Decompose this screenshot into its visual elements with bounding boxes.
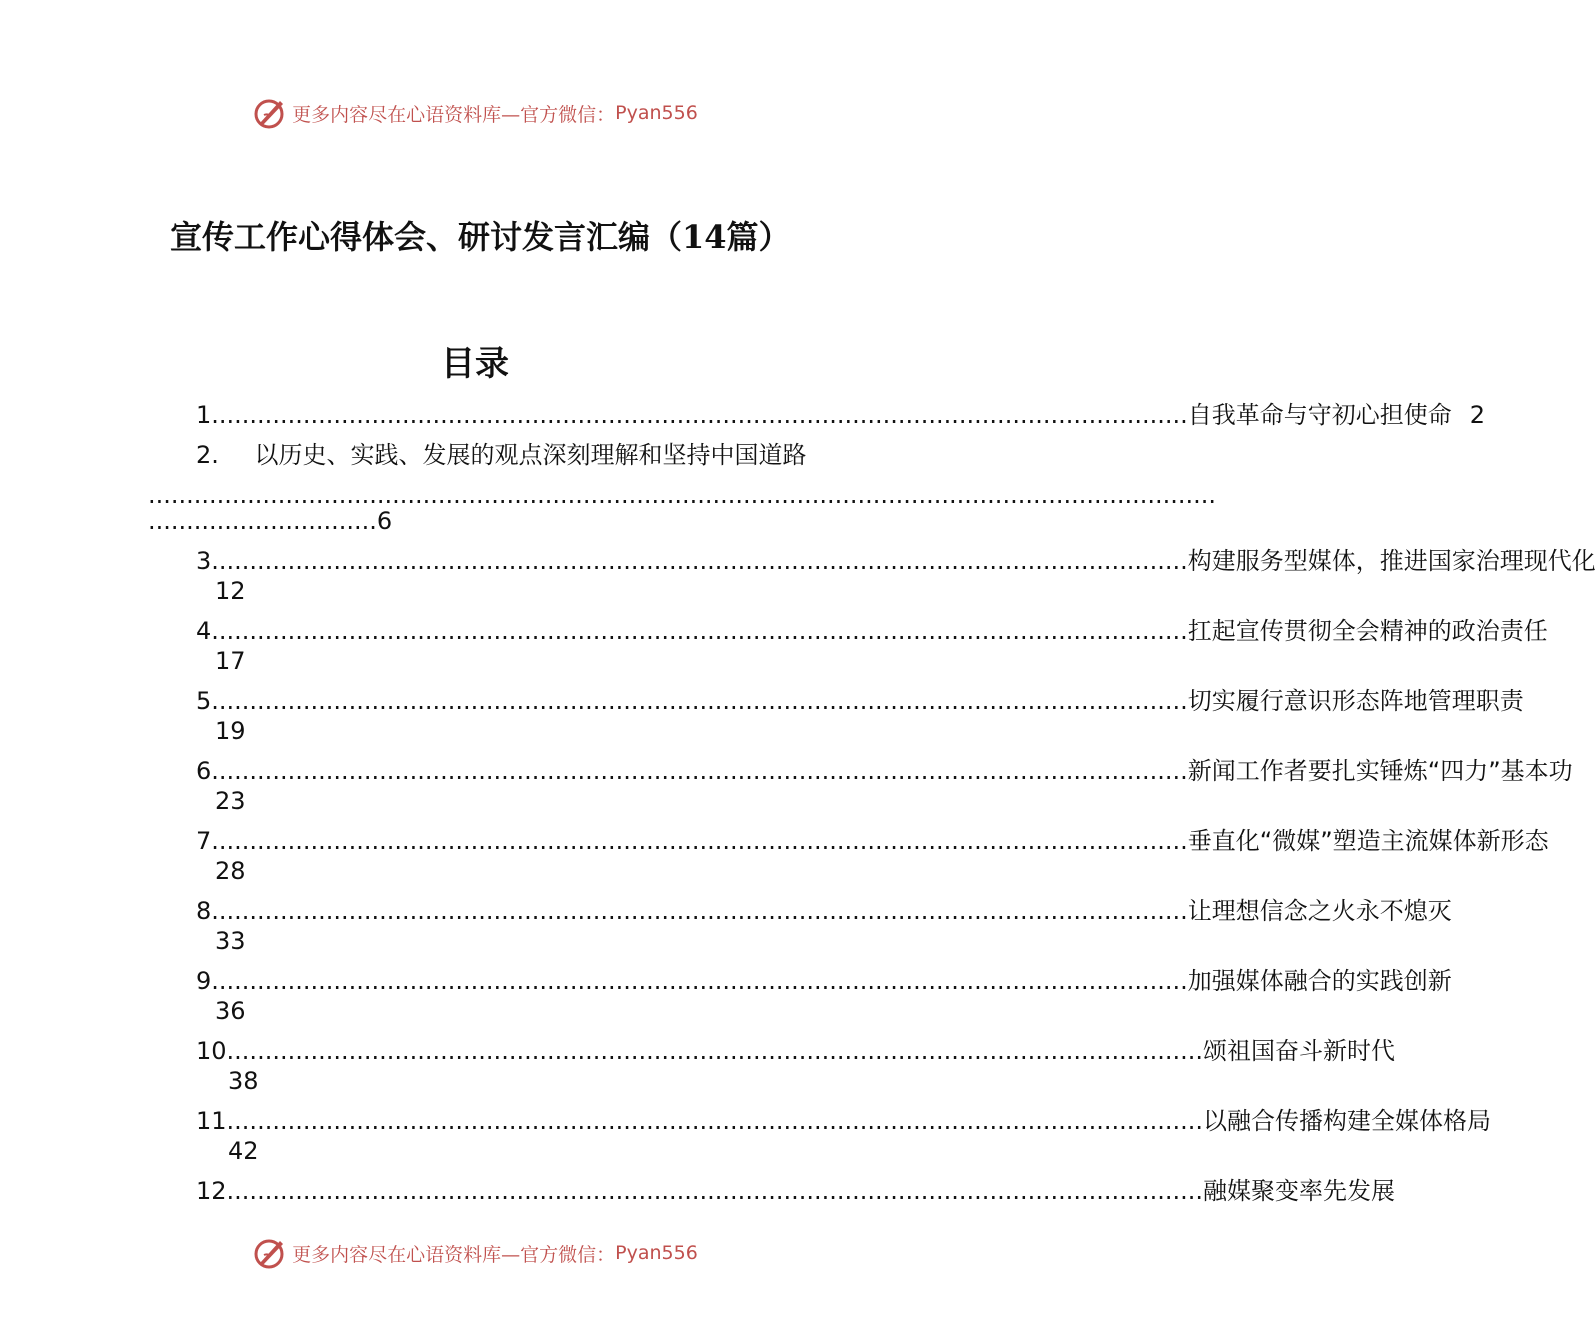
toc-entry-title: 让理想信念之火永不熄灭 [1187,897,1452,925]
footer-banner [0,1233,950,1273]
toc-entry-number: 9 [196,967,212,995]
toc-entry-page: 12 [215,577,246,605]
toc-entry-page: 19 [215,717,246,745]
toc-entry-page: 23 [215,787,246,815]
toc-entry-number: 2. [196,441,219,469]
header-wechat-id: Pyan556 [615,102,698,124]
toc-entry-number: 3 [196,547,212,575]
toc-entry-number: 11 [196,1107,227,1135]
toc-entry-page: 36 [215,997,246,1025]
toc-entry-title: 扛起宣传贯彻全会精神的政治责任 [1187,617,1548,645]
header-banner [0,93,950,133]
toc-entry[interactable] [196,1106,1492,1166]
toc-leader-dots [227,1106,1204,1136]
toc-entry-page: 2 [1469,401,1486,429]
toc-entry-number: 12 [196,1177,227,1205]
toc-entry-page: 38 [228,1067,259,1095]
toc-leader-dots [211,400,1188,430]
toc-entry[interactable] [196,616,1548,676]
toc-leader-dots: ............................................................................................................................................ [148,481,1217,509]
toc-entry-page: 6 [376,507,393,535]
toc-entry-number: 5 [196,687,212,715]
toc-entry[interactable] [196,756,1573,816]
toc-entry-title: 切实履行意识形态阵地管理职责 [1187,687,1524,715]
toc-heading: 目录 [441,344,509,384]
quill-logo-icon [252,95,288,131]
toc-entry-title: 融媒聚变率先发展 [1203,1177,1396,1205]
toc-leader-dots [211,966,1188,996]
toc-leader-dots [211,826,1188,856]
toc-leader-dots [211,756,1188,786]
quill-logo-icon [252,1235,288,1271]
toc-entry-title: 颂祖国奋斗新时代 [1203,1037,1396,1065]
toc-leader-dots [227,1176,1204,1206]
header-banner-text: 更多内容尽在心语资料库—官方微信： [292,103,616,126]
toc-leader-dots [211,546,1188,576]
toc-entry[interactable] [196,400,1486,430]
toc-entry[interactable] [196,546,1596,606]
toc-entry[interactable] [196,826,1549,886]
toc-entry-number: 1 [196,401,212,429]
toc-entry-page: 17 [215,647,246,675]
toc-entry-number: 10 [196,1037,227,1065]
footer-banner-text: 更多内容尽在心语资料库—官方微信： [292,1243,616,1266]
toc-entry-title: 垂直化“微媒”塑造主流媒体新形态 [1187,827,1549,855]
toc-entry[interactable] [196,896,1452,956]
toc-leader-dots [211,686,1188,716]
toc-entry-number: 8 [196,897,212,925]
toc-entry-number: 6 [196,757,212,785]
toc-entry-title: 以融合传播构建全媒体格局 [1203,1107,1492,1135]
toc-entry-page: 33 [215,927,246,955]
toc-entry[interactable] [196,966,1452,1026]
footer-wechat-id: Pyan556 [615,1242,698,1264]
toc-entry-number: 7 [196,827,212,855]
toc-entry[interactable] [196,1176,1396,1206]
toc-entry[interactable] [196,440,807,470]
toc-entry[interactable] [196,686,1524,746]
toc-entry-title: 新闻工作者要扎实锤炼“四力”基本功 [1187,757,1573,785]
toc-entry-page: 42 [228,1137,259,1165]
toc-entry-title: 加强媒体融合的实践创新 [1187,967,1452,995]
toc-entry-title: 构建服务型媒体，推进国家治理现代化 [1187,547,1596,575]
toc-leader-dots [227,1036,1204,1066]
toc-entry-page: 28 [215,857,246,885]
toc-leader-dots [211,616,1188,646]
document-title: 宣传工作心得体会、研讨发言汇编（14篇） [170,218,791,256]
toc-entry-title: 自我革命与守初心担使命 [1187,401,1452,429]
toc-entry[interactable] [196,1036,1396,1096]
toc-leader-dots: ..............................6 [148,507,393,535]
toc-entry-title: 以历史、实践、发展的观点深刻理解和坚持中国道路 [254,441,807,469]
toc-leader-dots [211,896,1188,926]
toc-entry-number: 4 [196,617,212,645]
